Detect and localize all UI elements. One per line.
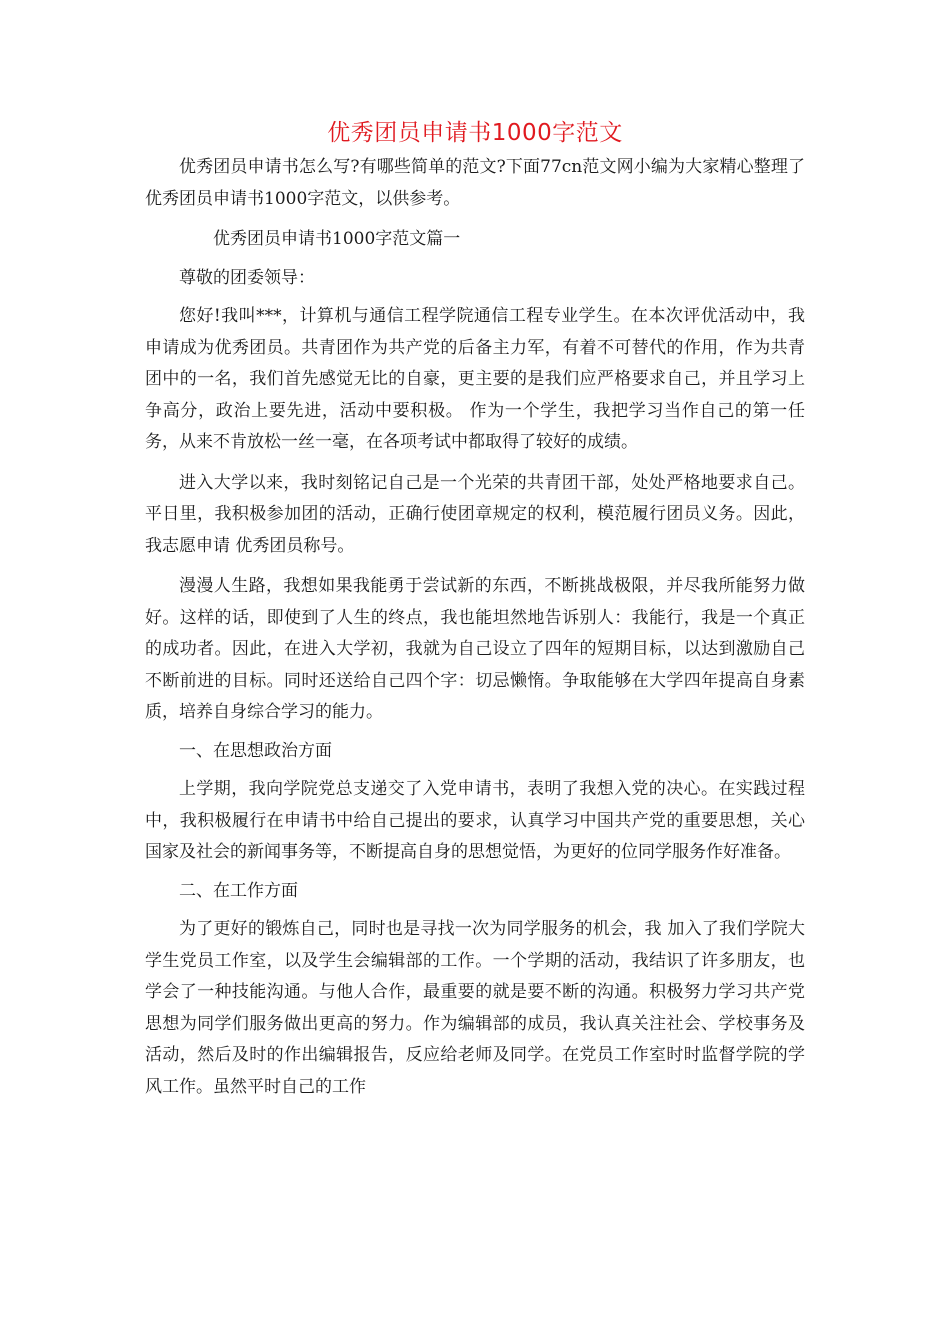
political-paragraph: 上学期，我向学院党总支递交了入党申请书，表明了我想入党的决心。在实践过程中，我积极履行在申请书中给自己提出的要求，认真学习中国共产党的重要思想，关心国家及社会的新闻事务等，不断提高自身的思想觉悟，为更好的位同学服务作好准备。 bbox=[145, 779, 805, 862]
work-paragraph: 为了更好的锻炼自己，同时也是寻找一次为同学服务的机会，我 加入了我们学院大学生党员工作室，以及学生会编辑部的工作。一个学期的活动，我结识了许多朋友，也学会了一种技能沟通。与他人合作，最重要的就是要不断的沟通。积极努力学习共产党思想为同学们服务做出更高的努力。作为编辑部的成员，我认真关注社会、学校事务及活动，然后及时的作出编辑报告，反应给老师及同学。在党员工作室时时监督学院的学风工作。虽然平时自己的工作 bbox=[145, 919, 805, 1097]
intro-paragraph: 优秀团员申请书怎么写?有哪些简单的范文?下面77cn范文网小编为大家精心整理了优秀团员申请书1000字范文，以供参考。 bbox=[145, 157, 805, 209]
body-paragraph-3: 漫漫人生路，我想如果我能勇于尝试新的东西，不断挑战极限，并尽我所能努力做好。这样的话，即使到了人生的终点，我也能坦然地告诉别人：我能行，我是一个真正的成功者。因此，在进入大学初，我就为自己设立了四年的短期目标，以达到激励自己不断前进的目标。同时还送给自己四个字：切忌懒惰。争取能够在大学四年提高自身素质，培养自身综合学习的能力。 bbox=[145, 576, 805, 722]
section-title: 优秀团员申请书1000字范文篇一 bbox=[213, 229, 461, 249]
body-paragraph-2: 进入大学以来，我时刻铭记自己是一个光荣的共青团干部，处处严格地要求自己。平日里，我积极参加团的活动，正确行使团章规定的权利，模范履行团员义务。因此，我志愿申请 优秀团员称号。 bbox=[145, 472, 805, 556]
body-paragraph-1: 您好!我叫***，计算机与通信工程学院通信工程专业学生。在本次评优活动中，我申请成为优秀团员。共青团作为共产党的后备主力军，有着不可替代的作用，作为共青团中的一名，我们首先感觉无比的自豪，更主要的是我们应严格要求自己，并且学习上争高分，政治上要先进，活动中要积极。 作为一个学生，我把学习当作自己的第一任务，从来不肯放松一丝一毫，在各项考试中都取得了较好的成绩。 bbox=[145, 306, 805, 452]
document-body bbox=[145, 152, 805, 1103]
salutation: 尊敬的团委领导： bbox=[179, 267, 315, 288]
heading-work: 二、在工作方面 bbox=[179, 880, 298, 901]
document-title: 优秀团员申请书1000字范文 bbox=[327, 120, 623, 146]
heading-political: 一、在思想政治方面 bbox=[179, 740, 332, 761]
